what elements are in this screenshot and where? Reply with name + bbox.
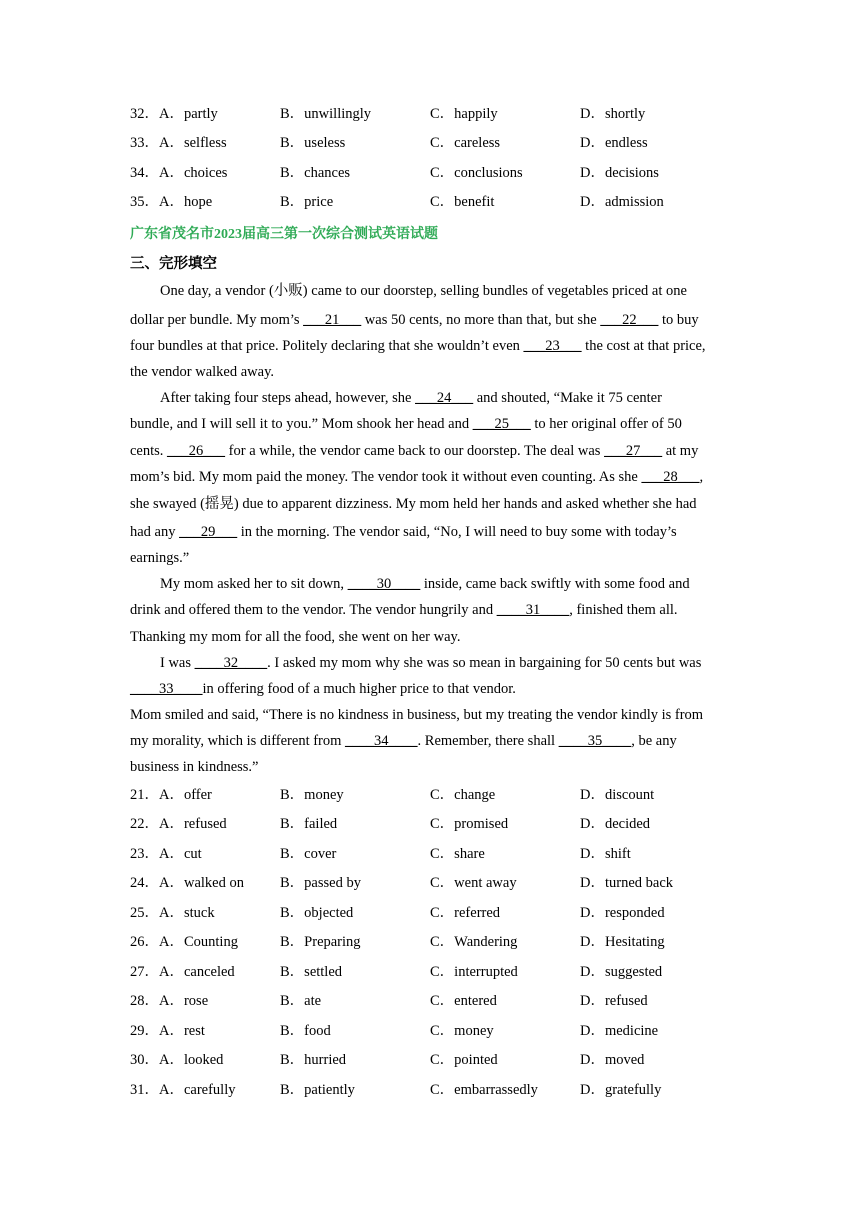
passage-text: . Remember, there shall [417, 733, 559, 749]
passage-line: Thanking my mom for all the food, she went on her way. [130, 629, 461, 645]
option-d: D．gratefully [580, 1082, 662, 1098]
option-d: D．discount [580, 787, 655, 803]
option-a [130, 785, 212, 805]
source-title: 广东省茂名市2023届高三第一次综合测试英语试题 [130, 227, 438, 242]
option-c: C．money [430, 1023, 494, 1039]
option-a-text: A．carefully [159, 1082, 236, 1098]
passage-text: in offering food of a much higher price to that vendor. [202, 681, 516, 697]
question-number: 23． [130, 846, 159, 862]
passage-text: and shouted, “Make it 75 center [473, 390, 662, 406]
option-d: D．shortly [580, 106, 646, 122]
passage-text: mom’s bid. My mom paid the money. The vendor took it without even counting. As she [130, 469, 642, 485]
blank-35: ____35____ [558, 733, 632, 749]
passage-text: bundle, and I will sell it to you.” Mom shook her head and [130, 416, 473, 432]
passage-text: in the morning. The vendor said, “No, I will need to buy some with today’s [237, 524, 677, 540]
passage-line [160, 388, 662, 408]
blank-25: ___25___ [472, 416, 531, 432]
passage-line [130, 414, 682, 434]
blank-21: ___21___ [303, 312, 362, 328]
option-a-text: A．choices [159, 165, 228, 181]
section-title: 三、完形填空 [130, 256, 217, 272]
option-b: B．passed by [280, 875, 361, 891]
passage-text: drink and offered them to the vendor. The vendor hungrily and [130, 602, 497, 618]
passage-text: had any [130, 524, 180, 540]
option-d: D．turned back [580, 875, 674, 891]
option-a-text: A．walked on [159, 875, 244, 891]
option-b: B．ate [280, 993, 322, 1009]
passage-line [130, 336, 706, 356]
option-a-text: A．offer [159, 787, 212, 803]
blank-28: ___28___ [641, 469, 700, 485]
passage-text: , [699, 469, 704, 485]
option-a-text: A．refused [159, 816, 227, 832]
passage-text: to buy [658, 312, 699, 328]
passage-text: was 50 cents, no more than that, but she [361, 312, 601, 328]
passage-line [130, 600, 678, 620]
option-a [130, 1080, 236, 1100]
option-a [130, 932, 238, 952]
option-b: B．objected [280, 905, 354, 921]
option-a [130, 814, 227, 834]
blank-32: ____32____ [194, 655, 268, 671]
option-c: C．Wandering [430, 934, 518, 950]
passage-line [160, 574, 690, 594]
passage-line: earnings.” [130, 550, 190, 566]
passage-text: four bundles at that price. Politely declaring that she wouldn’t even [130, 338, 524, 354]
option-d: D．shift [580, 846, 631, 862]
option-b: B．food [280, 1023, 331, 1039]
blank-26: ___26___ [167, 443, 226, 459]
question-number: 32． [130, 106, 159, 122]
option-a-text: A．rest [159, 1023, 205, 1039]
blank-27: ___27___ [604, 443, 663, 459]
option-b: B．money [280, 787, 344, 803]
question-number: 28． [130, 993, 159, 1009]
passage-line: the vendor walked away. [130, 364, 275, 380]
option-b: B．hurried [280, 1052, 347, 1068]
option-c: C．interrupted [430, 964, 518, 980]
option-a-text: A．Counting [159, 934, 238, 950]
passage-line [130, 522, 677, 542]
option-d: D．admission [580, 194, 664, 210]
option-a [130, 133, 227, 153]
blank-23: ___23___ [523, 338, 582, 354]
passage-line [130, 731, 677, 751]
question-number: 31． [130, 1082, 159, 1098]
question-number: 24． [130, 875, 159, 891]
question-number: 35． [130, 194, 159, 210]
option-a [130, 873, 244, 893]
option-b: B．price [280, 194, 334, 210]
option-d: D．moved [580, 1052, 645, 1068]
question-number: 22． [130, 816, 159, 832]
passage-text: My mom asked her to sit down, [160, 576, 348, 592]
option-a-text: A．rose [159, 993, 209, 1009]
option-a [130, 991, 208, 1011]
option-b: B．chances [280, 165, 351, 181]
option-a [130, 163, 227, 183]
question-number: 25． [130, 905, 159, 921]
passage-line: One day, a vendor (小贩) came to our doorstep, selling bundles of vegetables priced at one [160, 283, 687, 299]
passage-line: business in kindness.” [130, 759, 259, 775]
option-c: C．share [430, 846, 485, 862]
option-a [130, 962, 235, 982]
question-number: 26． [130, 934, 159, 950]
passage-text: . I asked my mom why she was so mean in bargaining for 50 cents but was [267, 655, 702, 671]
option-b: B．settled [280, 964, 343, 980]
blank-33: ____33____ [130, 681, 203, 697]
passage-text: inside, came back swiftly with some food and [420, 576, 690, 592]
option-d: D．refused [580, 993, 648, 1009]
option-b: B．cover [280, 846, 337, 862]
passage-text: cents. [130, 443, 168, 459]
option-a [130, 104, 218, 124]
blank-29: ___29___ [179, 524, 238, 540]
question-number: 30． [130, 1052, 159, 1068]
passage-text: , be any [631, 733, 677, 749]
blank-22: ___22___ [600, 312, 659, 328]
passage-line [130, 441, 698, 461]
option-c: C．embarrassedly [430, 1082, 538, 1098]
passage-text: for a while, the vendor came back to our doorstep. The deal was [225, 443, 605, 459]
blank-31: ____31____ [496, 602, 570, 618]
option-c: C．careless [430, 135, 501, 151]
question-number: 21． [130, 787, 159, 803]
passage-text: dollar per bundle. My mom’s [130, 312, 304, 328]
passage-line [160, 653, 701, 673]
blank-24: ___24___ [415, 390, 474, 406]
option-a-text: A．partly [159, 106, 218, 122]
passage-line: Mom smiled and said, “There is no kindness in business, but my treating the vendor kindly is from [130, 707, 704, 723]
passage-text: my morality, which is different from [130, 733, 346, 749]
option-a [130, 1021, 205, 1041]
passage-text: After taking four steps ahead, however, she [160, 390, 416, 406]
option-c: C．conclusions [430, 165, 523, 181]
option-a-text: A．stuck [159, 905, 215, 921]
option-a-text: A．canceled [159, 964, 235, 980]
passage-text: , finished them all. [569, 602, 678, 618]
option-c: C．went away [430, 875, 517, 891]
blank-34: ____34____ [345, 733, 418, 749]
option-c: C．pointed [430, 1052, 498, 1068]
option-b: B．patiently [280, 1082, 355, 1098]
option-c: C．happily [430, 106, 498, 122]
option-c: C．promised [430, 816, 509, 832]
option-c: C．referred [430, 905, 501, 921]
passage-text: to her original offer of 50 [530, 416, 682, 432]
option-a [130, 844, 202, 864]
option-c: C．entered [430, 993, 497, 1009]
option-a-text: A．looked [159, 1052, 224, 1068]
blank-30: ____30____ [347, 576, 421, 592]
passage-text: I was [160, 655, 195, 671]
passage-text: at my [662, 443, 699, 459]
passage-line [130, 310, 699, 330]
option-d: D．decided [580, 816, 651, 832]
question-number: 29． [130, 1023, 159, 1039]
question-number: 34． [130, 165, 159, 181]
option-d: D．Hesitating [580, 934, 665, 950]
option-a [130, 192, 212, 212]
option-b: B．failed [280, 816, 338, 832]
option-a-text: A．cut [159, 846, 202, 862]
passage-line [130, 679, 516, 699]
option-d: D．decisions [580, 165, 659, 181]
option-d: D．suggested [580, 964, 663, 980]
question-number: 33． [130, 135, 159, 151]
option-a-text: A．selfless [159, 135, 227, 151]
passage-line [130, 467, 703, 487]
option-c: C．change [430, 787, 496, 803]
option-a [130, 1050, 223, 1070]
passage-line: she swayed (摇晃) due to apparent dizziness. My mom held her hands and asked whether she had [130, 496, 697, 512]
question-number: 27． [130, 964, 159, 980]
option-d: D．endless [580, 135, 648, 151]
option-d: D．responded [580, 905, 665, 921]
option-a-text: A．hope [159, 194, 213, 210]
option-b: B．unwillingly [280, 106, 372, 122]
option-a [130, 903, 215, 923]
passage-text: the cost at that price, [581, 338, 706, 354]
option-b: B．useless [280, 135, 346, 151]
option-c: C．benefit [430, 194, 495, 210]
option-b: B．Preparing [280, 934, 361, 950]
option-d: D．medicine [580, 1023, 659, 1039]
